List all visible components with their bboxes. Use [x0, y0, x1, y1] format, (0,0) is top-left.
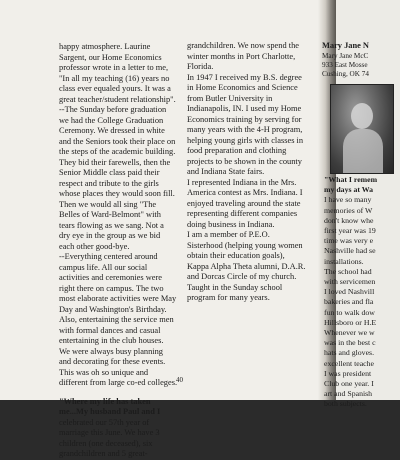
portrait-photo: [330, 84, 394, 174]
text-line: the steps of the academic building.: [59, 147, 176, 156]
text-line: Senior Middle class paid their: [59, 168, 160, 177]
text-line: Sargent, our Home Economics: [59, 52, 162, 62]
text-line: with servicemen: [324, 277, 376, 287]
text-line: marriage this June. We have 3: [59, 428, 160, 437]
text-line: America contest as Mrs. Indiana. I: [187, 188, 303, 197]
text-line: This was oh so unique and: [59, 367, 149, 377]
text-line: hats and gloves.: [324, 348, 375, 358]
text-line: bakeries and fla: [324, 297, 374, 307]
text-line: tears flowing as we sang. Not a: [59, 220, 164, 230]
text-line: and the Seniors took their place on: [59, 136, 176, 146]
text-line: professor wrote in a letter to me,: [59, 63, 169, 72]
text-line: and Dorcas Circle of my church.: [187, 272, 297, 281]
text-line: right there on campus. The two: [59, 283, 164, 293]
text-column-1: [59, 42, 179, 458]
text-line: both subjects.: [324, 399, 367, 409]
text-line: my days at Wa: [324, 185, 374, 195]
text-line: Whenever we w: [324, 328, 375, 338]
text-line: representing different companies: [187, 209, 298, 218]
photo-figure-body: [343, 129, 383, 173]
text-line: --Everything centered around: [59, 252, 158, 261]
text-line: Day and Washington's Birthday.: [59, 304, 167, 314]
text-line: different from large co-ed colleges.: [59, 378, 178, 387]
right-page: [322, 0, 400, 409]
text-line: I have so many: [324, 195, 372, 205]
text-line: from Butler University in: [187, 93, 273, 103]
text-line: enjoyed traveling around the state: [187, 198, 301, 208]
text-line: helping young girls with classes in: [187, 135, 304, 145]
text-line: "What I remem: [324, 175, 378, 184]
text-line: Nashville had se: [324, 246, 376, 256]
profile-name: Mary Jane N: [322, 41, 369, 50]
text-line: excellent teache: [324, 358, 374, 368]
text-line: respect and tribute to the girls: [59, 178, 159, 188]
text-line: "Where my life has taken: [59, 396, 151, 406]
text-line: we had the College Graduation: [59, 115, 164, 125]
paragraph-gap: [59, 389, 179, 397]
text-line: winter months in Port Charlotte,: [187, 51, 296, 61]
text-line: Economics training by serving for: [187, 114, 302, 124]
text-line: obtain their education goals),: [187, 251, 285, 260]
text-line: happy atmosphere. Laurine: [59, 42, 151, 51]
text-line: Then we would all sing "The: [59, 199, 157, 209]
text-line: art and Spanish: [324, 389, 373, 399]
text-line: grandchildren. We now spend the: [187, 41, 299, 50]
text-line: and decorating for these events.: [59, 357, 166, 366]
text-line: dry eye in the group as we bid: [59, 231, 161, 240]
text-line: --The Sunday before graduation: [59, 105, 167, 114]
text-line: memories of W: [324, 205, 373, 215]
text-line: celebrated our 57th year of: [59, 417, 150, 427]
page-number: 40: [176, 376, 183, 384]
text-line: entertaining in the club houses.: [59, 336, 164, 345]
text-line: great teacher/student relationship".: [59, 94, 176, 104]
text-line: grandchildren and 5 great-: [59, 449, 148, 458]
text-line: Mary Jane McC: [322, 52, 369, 60]
text-line: projects to be shown in the county: [187, 156, 302, 166]
text-line: class ever equaled yours. It was a: [59, 84, 171, 93]
text-line: I am a member of P.E.O.: [187, 230, 270, 239]
text-line: food preparation and clothing: [187, 146, 287, 155]
text-line: in Home Economics and Science: [187, 83, 298, 92]
text-line: Sisterhood (helping young women: [187, 240, 303, 250]
text-line: 933 East Mosse: [322, 61, 368, 70]
text-line: program for many years.: [187, 293, 270, 302]
text-line: Ceremony. We dressed in white: [59, 126, 165, 135]
text-line: Belles of Ward-Belmont" with: [59, 210, 161, 219]
text-line: many years with the 4-H program,: [187, 125, 303, 134]
text-line: Indianapolis, IN. I used my Home: [187, 104, 302, 113]
text-line: me...My husband Paul and I: [59, 407, 161, 416]
text-line: fun to walk dow: [324, 307, 375, 317]
text-line: time was very e: [324, 236, 374, 246]
text-line: children (one deceased), six: [59, 438, 153, 448]
text-line: I loved Nashvill: [324, 287, 375, 297]
text-line: "In all my teaching (16) years no: [59, 73, 170, 83]
text-line: activities and ceremonies were: [59, 273, 163, 282]
text-line: don't know whe: [324, 215, 374, 225]
text-line: Cushing, OK 74: [322, 70, 369, 79]
text-line: I represented Indiana in the Mrs.: [187, 177, 297, 187]
text-line: Club one year. I: [324, 379, 374, 389]
text-line: Kappa Alpha Theta alumni, D.A.R.: [187, 261, 306, 271]
text-line: They bid their farewells, then the: [59, 157, 171, 167]
text-line: most elaborate activities were May: [59, 294, 177, 303]
text-line: installations.: [324, 256, 364, 266]
text-column-2: [187, 41, 312, 302]
text-line: We were always busy planning: [59, 346, 163, 356]
text-line: campus life. All our social: [59, 262, 148, 272]
text-line: was in the best c: [324, 338, 376, 348]
text-line: with formal dances and casual: [59, 325, 161, 335]
text-line: The school had: [324, 266, 372, 276]
photo-figure-head: [351, 103, 373, 129]
text-line: Hillsboro or H.E: [324, 317, 377, 327]
text-line: Taught in the Sunday school: [187, 282, 283, 292]
text-line: doing business in Indiana.: [187, 219, 275, 229]
text-line: Florida.: [187, 62, 214, 71]
right-text-column: [324, 175, 384, 410]
profile-address: [322, 52, 369, 80]
text-line: whose places they would soon fill.: [59, 189, 175, 198]
text-line: In 1947 I received my B.S. degree: [187, 72, 302, 82]
text-line: Also, entertaining the service men: [59, 315, 174, 324]
text-line: first year was 19: [324, 226, 376, 236]
text-line: each other good-bye.: [59, 241, 130, 251]
text-line: I was president: [324, 368, 372, 378]
text-line: and Indiana State fairs.: [187, 167, 265, 176]
